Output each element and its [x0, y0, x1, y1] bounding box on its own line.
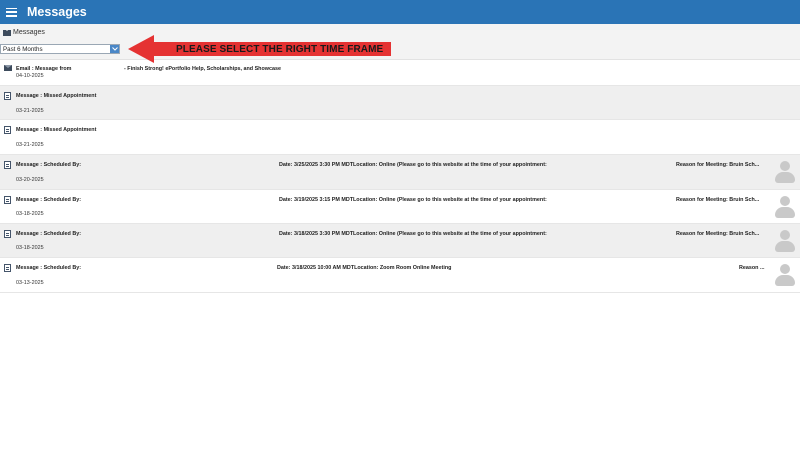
- message-title[interactable]: Message : Scheduled By:: [16, 265, 82, 271]
- message-date: 03-18-2025: [16, 245, 44, 251]
- message-subject: - Finish Strong! ePortfolio Help, Scholarships, and Showcase: [124, 66, 281, 72]
- message-row[interactable]: [0, 86, 800, 120]
- message-date: 03-20-2025: [16, 177, 44, 183]
- breadcrumb-label: Messages: [13, 29, 45, 36]
- document-icon: [4, 230, 11, 238]
- message-title[interactable]: Message : Missed Appointment: [16, 127, 97, 133]
- toolbar: [0, 24, 800, 60]
- message-title[interactable]: Email : Message from: [16, 66, 72, 72]
- message-row[interactable]: [0, 61, 800, 86]
- message-reason: Reason for Meeting: Bruin Sch...: [676, 231, 760, 237]
- message-row[interactable]: [0, 258, 800, 293]
- document-icon: [4, 196, 11, 204]
- hamburger-menu-icon[interactable]: [6, 8, 17, 17]
- message-title[interactable]: Message : Missed Appointment: [16, 93, 97, 99]
- breadcrumb: [3, 29, 45, 36]
- message-row[interactable]: [0, 120, 800, 155]
- message-title[interactable]: Message : Scheduled By:: [16, 197, 82, 203]
- avatar: [775, 161, 795, 185]
- message-date: 03-21-2025: [16, 108, 44, 114]
- document-icon: [4, 126, 11, 134]
- message-date: 03-21-2025: [16, 142, 44, 148]
- annotation-callout: [128, 35, 391, 63]
- chevron-down-icon[interactable]: [110, 45, 119, 53]
- avatar: [775, 196, 795, 220]
- message-title[interactable]: Message : Scheduled By:: [16, 162, 82, 168]
- message-reason: Reason for Meeting: Bruin Sch...: [676, 197, 760, 203]
- time-frame-select[interactable]: [0, 44, 120, 54]
- message-details: Date: 3/19/2025 3:15 PM MDTLocation: Online (Please go to this website at the time of your appointment:: [279, 197, 547, 203]
- message-date: 03-13-2025: [16, 280, 44, 286]
- message-reason: Reason for Meeting: Bruin Sch...: [676, 162, 760, 168]
- time-frame-selected: Past 6 Months: [3, 45, 43, 53]
- message-date: 04-10-2025: [16, 73, 44, 79]
- arrow-left-icon: [128, 35, 156, 63]
- avatar: [775, 230, 795, 254]
- envelope-icon: [4, 65, 12, 71]
- annotation-text: PLEASE SELECT THE RIGHT TIME FRAME: [153, 42, 391, 56]
- avatar: [775, 264, 795, 288]
- document-icon: [4, 161, 11, 169]
- message-title[interactable]: Message : Scheduled By:: [16, 231, 82, 237]
- message-row[interactable]: [0, 190, 800, 224]
- message-row[interactable]: [0, 224, 800, 258]
- message-date: 03-18-2025: [16, 211, 44, 217]
- page-title: Messages: [27, 5, 87, 19]
- message-details: Date: 3/25/2025 3:30 PM MDTLocation: Online (Please go to this website at the time of your appointment:: [279, 162, 547, 168]
- message-row[interactable]: [0, 155, 800, 190]
- envelope-icon: [3, 30, 11, 36]
- document-icon: [4, 92, 11, 100]
- document-icon: [4, 264, 11, 272]
- app-header: [0, 0, 800, 24]
- message-details: Date: 3/18/2025 3:30 PM MDTLocation: Online (Please go to this website at the time of your appointment:: [279, 231, 547, 237]
- message-details: Date: 3/18/2025 10:00 AM MDTLocation: Zoom Room Online Meeting: [277, 265, 452, 271]
- message-reason: Reason ...: [739, 265, 765, 271]
